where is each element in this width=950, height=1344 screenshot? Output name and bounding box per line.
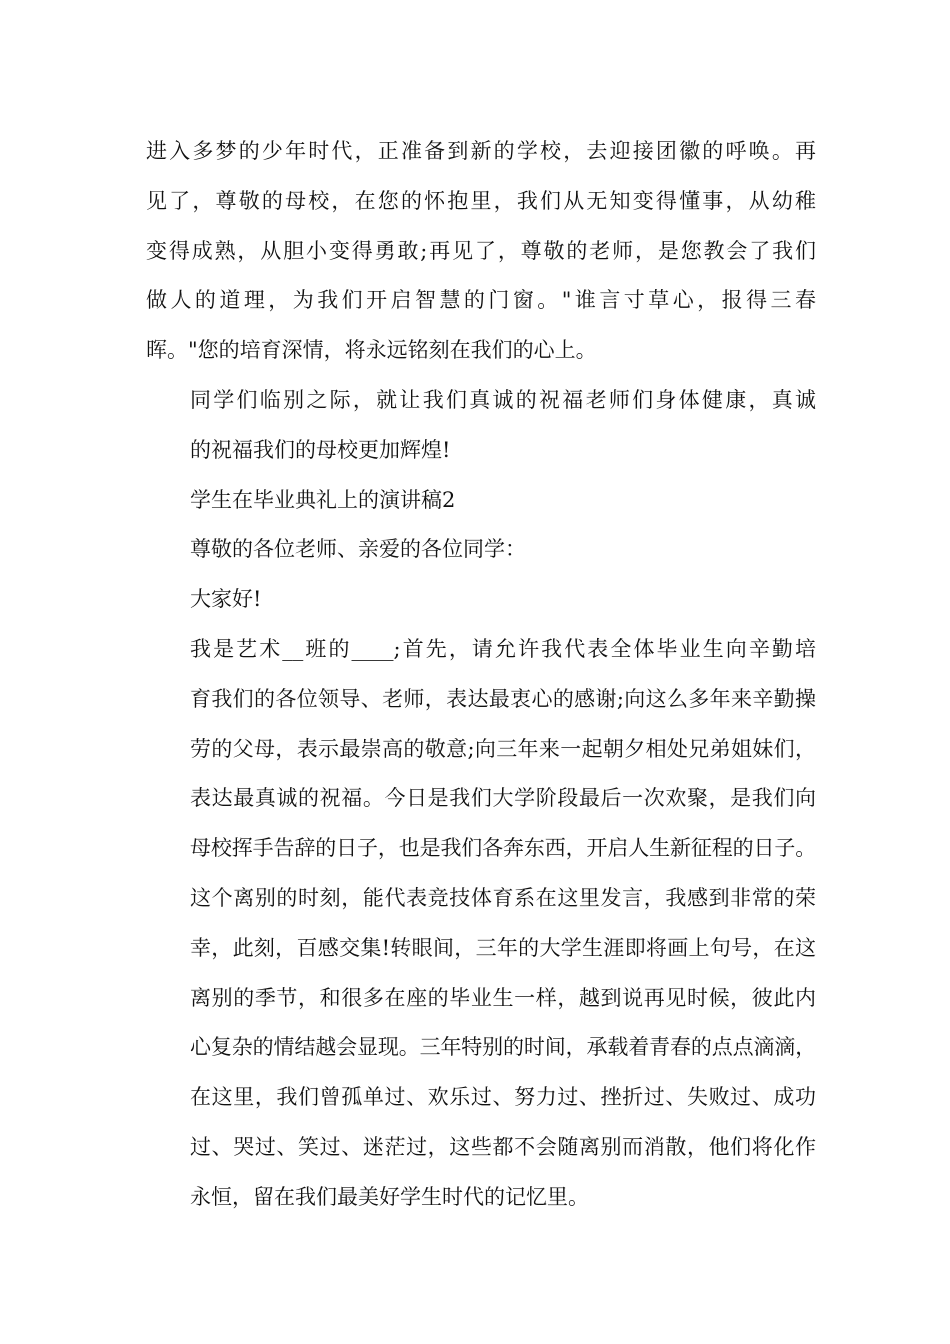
text-line: 劳的父母，表示最崇高的敬意;向三年来一起朝夕相处兄弟姐妹们， [190, 736, 816, 761]
text-line: 我是艺术__班的____;首先，请允许我代表全体毕业生向辛勤培 [190, 636, 816, 661]
text-line: 的祝福我们的母校更加辉煌! [190, 437, 451, 462]
text-line: 做人的道理，为我们开启智慧的门窗。"谁言寸草心，报得三春 [146, 288, 816, 313]
salutation [146, 525, 816, 575]
text-line: 离别的季节，和很多在座的毕业生一样，越到说再见时候，彼此内 [190, 985, 816, 1010]
text-line: 永恒，留在我们最美好学生时代的记忆里。 [190, 1184, 589, 1209]
paragraph-blessing [146, 376, 816, 476]
text-line: 尊敬的各位老师、亲爱的各位同学： [190, 537, 526, 562]
speech-title [146, 476, 816, 526]
text-line: 变得成熟，从胆小变得勇敢;再见了，尊敬的老师，是您教会了我们 [146, 238, 816, 263]
text-line: 心复杂的情结越会显现。三年特别的时间，承载着青春的点点滴滴， [190, 1035, 817, 1060]
text-line: 表达最真诚的祝福。今日是我们大学阶段最后一次欢聚，是我们向 [190, 786, 816, 811]
paragraph-speech-body [146, 625, 816, 1223]
text-line: 过、哭过、笑过、迷茫过，这些都不会随离别而消散，他们将化作 [190, 1134, 816, 1159]
text-line: 学生在毕业典礼上的演讲稿2 [190, 487, 456, 512]
text-line: 晖。"您的培育深情，将永远铭刻在我们的心上。 [146, 338, 597, 363]
text-line: 育我们的各位领导、老师，表达最衷心的感谢;向这么多年来辛勤操 [190, 686, 816, 711]
text-line: 见了，尊敬的母校，在您的怀抱里，我们从无知变得懂事，从幼稚 [146, 188, 816, 213]
text-line: 同学们临别之际，就让我们真诚的祝福老师们身体健康，真诚 [190, 387, 816, 412]
text-line: 在这里，我们曾孤单过、欢乐过、努力过、挫折过、失败过、成功 [190, 1085, 816, 1110]
paragraph-farewell [146, 127, 816, 376]
text-line: 大家好! [190, 587, 262, 612]
greeting [146, 575, 816, 625]
text-line: 母校挥手告辞的日子，也是我们各奔东西，开启人生新征程的日子。 [190, 836, 817, 861]
text-line: 这个离别的时刻，能代表竞技体育系在这里发言，我感到非常的荣 [190, 885, 816, 910]
text-line: 幸，此刻，百感交集!转眼间，三年的大学生涯即将画上句号，在这 [190, 935, 816, 960]
document-body [146, 127, 816, 1223]
text-line: 进入多梦的少年时代，正准备到新的学校，去迎接团徽的呼唤。再 [146, 139, 816, 163]
